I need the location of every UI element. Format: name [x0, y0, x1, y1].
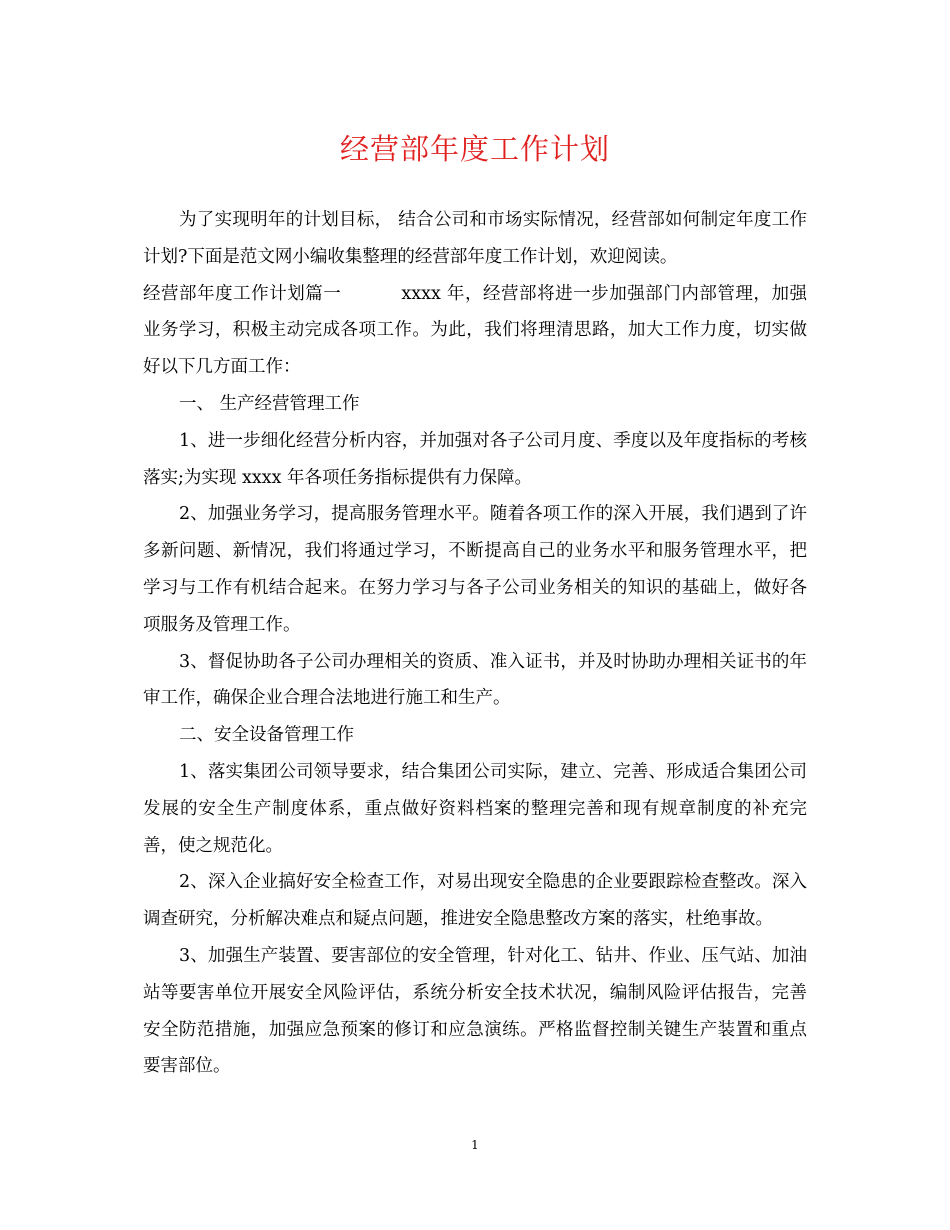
part-one-paragraph — [143, 276, 807, 386]
page-number: 1 — [471, 1138, 479, 1152]
intro-paragraph: 为了实现明年的计划目标， 结合公司和市场实际情况，经营部如何制定年度工作计划?下面是范文网小编收集整理的经营部年度工作计划，欢迎阅读。 — [143, 210, 807, 267]
section-heading: 一、 生产经营管理工作 — [179, 393, 360, 414]
list-item: 1、落实集团公司领导要求，结合集团公司实际，建立、完善、形成适合集团公司发展的安全生产制度体系，重点做好资料档案的整理完善和现有规章制度的补充完善，使之规范化。 — [143, 761, 807, 856]
part-lead-text: xxxx 年，经营部将进一步加强部门内部管理，加强业务学习，积极主动完成各项工作。为此，我们将理清思路，加大工作力度，切实做好以下几方面工作： — [143, 283, 807, 378]
list-item: 2、深入企业搞好安全检查工作，对易出现安全隐患的企业要跟踪检查整改。深入调查研究，分析解决难点和疑点问题，推进安全隐患整改方案的落实，杜绝事故。 — [143, 872, 807, 930]
document-title: 经营部年度工作计划 — [339, 132, 610, 166]
list-item: 2、加强业务学习，提高服务管理水平。随着各项工作的深入开展，我们遇到了许多新问题、新情况，我们将通过学习，不断提高自己的业务水平和服务管理水平，把学习与工作有机结合起来。在努力学习与各子公司业务相关的知识的基础上，做好各项服务及管理工作。 — [143, 504, 807, 635]
document-body — [143, 202, 807, 1085]
list-item: 1、进一步细化经营分析内容，并加强对各子公司月度、季度以及年度指标的考核落实;为实现 xxxx 年各项任务指标提供有力保障。 — [143, 430, 807, 488]
list-item: 3、加强生产装置、要害部位的安全管理，针对化工、钻井、作业、压气站、加油站等要害单位开展安全风险评估，系统分析安全技术状况，编制风险评估报告，完善安全防范措施，加强应急预案的修订和应急演练。严格监督控制关键生产装置和重点要害部位。 — [143, 945, 807, 1077]
list-item: 3、督促协助各子公司办理相关的资质、准入证书，并及时协助办理相关证书的年审工作，确保企业合理合法地进行施工和生产。 — [143, 651, 807, 709]
part-heading: 经营部年度工作计划篇一 — [143, 283, 342, 304]
section-heading: 二、安全设备管理工作 — [179, 725, 354, 746]
